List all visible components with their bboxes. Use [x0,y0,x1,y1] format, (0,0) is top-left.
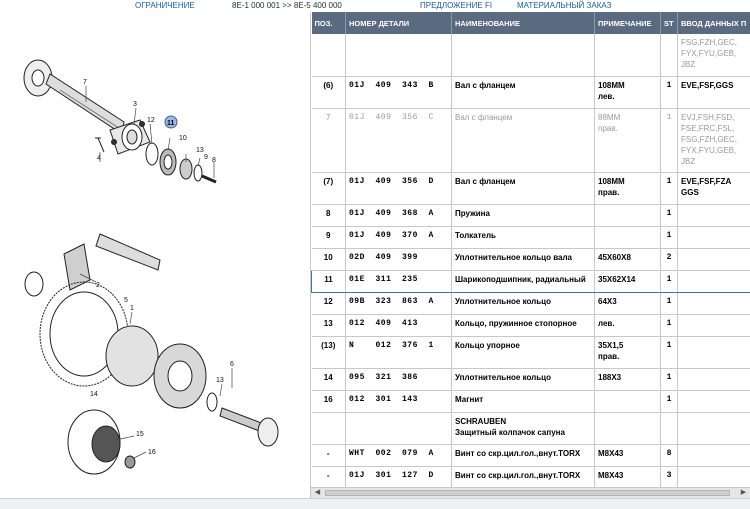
cell-name: Кольцо упорное [452,336,595,368]
cell-data [678,226,750,248]
cell-part: N 012 376 1 [346,336,452,368]
cell-note: 188X3 [595,368,661,390]
cell-pos [312,412,346,444]
cell-data: EVE,FSF,FZA GGS [678,172,750,204]
callout-13[interactable]: 13 [196,147,204,154]
table-row[interactable] [312,204,750,226]
cell-pos: (13) [312,336,346,368]
table-row[interactable] [312,76,750,108]
cell-note: 108MM лев. [595,76,661,108]
table-row[interactable] [312,412,750,444]
cell-data [678,390,750,412]
scroll-thumb[interactable] [325,490,730,496]
cell-part [346,34,452,76]
callout-8[interactable]: 8 [212,157,216,164]
cell-qty: 1 [661,292,678,314]
cell-name: Пружина [452,204,595,226]
cell-pos [312,34,346,76]
horizontal-scrollbar[interactable] [311,487,750,498]
cell-part: 01J 409 343 B [346,76,452,108]
cell-note: лев. [595,314,661,336]
differential-housing-part [106,326,206,408]
table-header-row [312,12,750,34]
cell-pos: 11 [312,270,346,292]
cell-pos: 7 [312,108,346,172]
vin-range: 8E-1 000 001 >> 8E-5 400 000 [232,1,342,10]
cell-name: Вал с фланцем [452,108,595,172]
cell-qty: 1 [661,76,678,108]
callout-10[interactable]: 10 [179,135,187,142]
cell-data [678,314,750,336]
seal-ring-12 [146,143,158,165]
top-toolbar [0,0,750,12]
callout-7[interactable]: 7 [83,79,87,86]
cell-part: 095 321 386 [346,368,452,390]
cell-pos: - [312,444,346,466]
cell-note [595,226,661,248]
cell-data [678,412,750,444]
cell-note: 45X60X8 [595,248,661,270]
callout-3[interactable]: 3 [133,101,137,108]
cell-note: 108MM прав. [595,172,661,204]
bolt-part [95,138,104,152]
callout-16[interactable]: 16 [148,449,156,456]
cell-name: Вал с фланцем [452,172,595,204]
table-row[interactable] [312,172,750,204]
cell-part: 01E 311 235 [346,270,452,292]
cell-data [678,248,750,270]
material-order-link[interactable]: МАТЕРИАЛЬНЫЙ ЗАКАЗ [517,1,612,10]
cell-qty: 1 [661,204,678,226]
callout-12[interactable]: 12 [147,117,155,124]
cell-qty: 8 [661,444,678,466]
parts-table-container [311,12,750,498]
callout-9[interactable]: 9 [204,154,208,161]
table-row[interactable] [312,226,750,248]
cell-note [595,390,661,412]
cell-part: 012 301 143 [346,390,452,412]
cell-pos: 9 [312,226,346,248]
cell-qty [661,412,678,444]
cell-qty: 2 [661,248,678,270]
scroll-right-icon[interactable]: ▶ [740,489,747,496]
cell-qty [661,34,678,76]
cell-data [678,368,750,390]
cell-pos: - [312,466,346,488]
cell-name: Винт со скр.цил.гол.,внут.TORX [452,466,595,488]
header-data[interactable]: ВВОД ДАННЫХ П [678,12,750,34]
cell-note: 64X3 [595,292,661,314]
cell-pos: 12 [312,292,346,314]
table-row[interactable] [312,314,750,336]
cell-qty: 1 [661,172,678,204]
table-row[interactable] [312,270,750,292]
cell-name: Вал с фланцем [452,76,595,108]
callout-11-highlight[interactable] [165,116,177,128]
cell-name: Кольцо, пружинное стопорное [452,314,595,336]
table-row[interactable] [312,368,750,390]
cell-part [346,412,452,444]
cell-qty: 1 [661,368,678,390]
table-row[interactable] [312,466,750,488]
header-note[interactable]: ПРИМЕЧАНИЕ [595,12,661,34]
scroll-left-icon[interactable]: ◀ [314,489,321,496]
cell-data [678,204,750,226]
cell-part: 01J 301 127 D [346,466,452,488]
cell-data: EVJ,FSH,FSD, FSE,FRC,FSL, FSG,FZH,GEC, FYX,FYU,GEB, JBZ [678,108,750,172]
header-pos[interactable]: ПОЗ. [312,12,346,34]
status-strip [0,498,750,509]
cell-note: 35X62X14 [595,270,661,292]
callout-6[interactable]: 6 [230,361,234,368]
header-part-number[interactable]: НОМЕР ДЕТАЛИ [346,12,452,34]
cell-pos: 10 [312,248,346,270]
cell-data [678,336,750,368]
cell-note [595,34,661,76]
cell-qty: 1 [661,336,678,368]
cell-qty: 3 [661,466,678,488]
callout-5[interactable]: 5 [124,297,128,304]
table-row[interactable] [312,34,750,76]
table-row[interactable] [312,292,750,314]
table-row[interactable] [312,444,750,466]
cell-part: 01J 409 368 A [346,204,452,226]
callout-15[interactable]: 15 [136,431,144,438]
table-row[interactable] [312,248,750,270]
cell-part: 09B 323 863 A [346,292,452,314]
cell-data [678,292,750,314]
callout-4[interactable]: 4 [97,155,101,162]
table-row[interactable] [312,108,750,172]
cell-name: Шарикоподшипник, радиальный [452,270,595,292]
cell-pos: (7) [312,172,346,204]
table-row[interactable] [312,336,750,368]
cell-pos: 14 [312,368,346,390]
cell-pos: (6) [312,76,346,108]
cell-name: Уплотнительное кольцо вала [452,248,595,270]
magnet-16 [125,456,135,468]
cell-data: FSG,FZH,GEC, FYX,FYU,GEB, JBZ [678,34,750,76]
cell-data [678,466,750,488]
cell-part: 01J 409 356 D [346,172,452,204]
cell-pos: 13 [312,314,346,336]
parts-table [311,12,750,489]
cell-data [678,270,750,292]
callout-2[interactable]: 2 [96,282,100,289]
proposal-link[interactable]: ПРЕДЛОЖЕНИЕ FI [420,1,493,10]
cell-name [452,34,595,76]
cell-name: Уплотнительное кольцо [452,292,595,314]
cell-part: 01J 409 356 C [346,108,452,172]
cell-note: 88MM прав. [595,108,661,172]
right-flange-shaft-part [207,393,278,446]
exploded-parts-diagram [0,12,311,500]
svg-text:11: 11 [167,120,175,127]
cell-qty: 1 [661,270,678,292]
cell-note [595,412,661,444]
restriction-link[interactable]: ОГРАНИЧЕНИЕ [135,1,195,10]
header-qty[interactable]: ST [661,12,678,34]
header-name[interactable]: НАИМЕНОВАНИЕ [452,12,595,34]
cell-part: WHT 002 079 A [346,444,452,466]
cell-name: Магнит [452,390,595,412]
callout-14[interactable]: 14 [90,391,98,398]
cell-name: Винт со скр.цил.гол.,внут.TORX [452,444,595,466]
cell-data: EVE,FSF,GGS [678,76,750,108]
cell-qty: 1 [661,390,678,412]
cell-name: Уплотнительное кольцо [452,368,595,390]
cover-15 [92,426,120,462]
cell-qty: 1 [661,226,678,248]
cell-name: SCHRAUBEN Защитный колпачок сапуна [452,412,595,444]
cell-data [678,444,750,466]
cell-note: 35X1,5 прав. [595,336,661,368]
circlip-13 [194,165,202,181]
cell-pos: 16 [312,390,346,412]
cell-note: M8X43 [595,466,661,488]
cell-qty: 1 [661,314,678,336]
table-row[interactable] [312,390,750,412]
callout-1[interactable]: 1 [130,305,134,312]
cell-pos: 8 [312,204,346,226]
cell-note: M8X43 [595,444,661,466]
flange-shaft-part [24,60,124,134]
cell-qty: 1 [661,108,678,172]
cell-part: 01J 409 370 A [346,226,452,248]
pinion-shaft-part [25,234,160,296]
callout-13b[interactable]: 13 [216,377,224,384]
cell-part: 012 409 413 [346,314,452,336]
cell-note [595,204,661,226]
cell-name: Толкатель [452,226,595,248]
cell-part: 02D 409 399 [346,248,452,270]
